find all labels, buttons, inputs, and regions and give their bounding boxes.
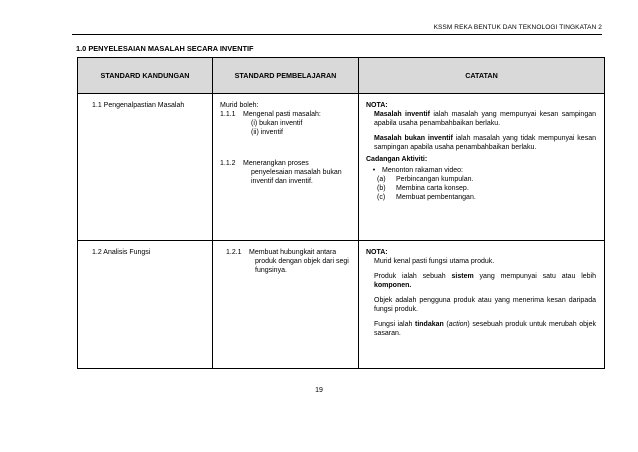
nota-paragraph: Masalah bukan inventif ialah masalah yang tidak mempunyai kesan sampingan apabila usaha penambahbaikan berlaku.	[374, 134, 596, 151]
activity-bullet: • Menonton rakaman video:	[366, 167, 596, 176]
nota-paragraph: Masalah inventif ialah masalah yang mempunyai kesan sampingan apabila usaha penambahbaikan berlaku.	[374, 110, 596, 127]
cell-catatan	[359, 241, 605, 369]
learning-item-cont: penyelesaian masalah bukan	[251, 168, 342, 176]
pembelajaran-intro: Murid boleh:	[220, 102, 259, 109]
cadangan-label: Cadangan Aktiviti:	[366, 155, 428, 163]
nota-label: NOTA:	[366, 249, 388, 256]
learning-item: 1.1.2 Menerangkan proses	[220, 159, 309, 167]
running-header: KSSM REKA BENTUK DAN TEKNOLOGI TINGKATAN 2	[433, 24, 602, 31]
nota-paragraph: Produk ialah sebuah sistem yang mempunyai satu atau lebih komponen.	[374, 272, 596, 289]
learning-subitem: (ii) inventif	[251, 128, 283, 136]
kandungan-text: 1.1 Pengenalpastian Masalah	[92, 102, 185, 109]
list-item: (a) Perbincangan kumpulan.	[377, 175, 474, 183]
list-item: (b) Membina carta konsep.	[377, 184, 469, 192]
table-row	[78, 94, 605, 241]
cell-pembelajaran	[213, 94, 359, 241]
cell-pembelajaran	[213, 241, 359, 369]
cell-kandungan	[78, 94, 213, 241]
nota-paragraph: Fungsi ialah tindakan (action) sesebuah produk untuk merubah objek sasaran.	[374, 320, 596, 337]
learning-item-cont: produk dengan objek dari segi	[255, 257, 349, 265]
header-catatan: CATATAN	[359, 58, 605, 94]
pembelajaran-content	[213, 241, 358, 276]
section-title: 1.0 PENYELESAIAN MASALAH SECARA INVENTIF	[76, 44, 254, 53]
nota-paragraph: Murid kenal pasti fungsi utama produk.	[374, 257, 495, 265]
table-row	[78, 241, 605, 369]
nota-label: NOTA:	[366, 102, 388, 109]
nota-paragraph: Objek adalah pengguna produk atau yang menerima kesan daripada fungsi produk.	[374, 296, 596, 313]
activity-list	[366, 176, 596, 203]
learning-item: 1.1.1 Mengenal pasti masalah:	[220, 110, 321, 118]
list-item: (c) Membuat pembentangan.	[377, 193, 476, 201]
pembelajaran-content	[213, 94, 358, 187]
cell-kandungan	[78, 241, 213, 369]
page-number: 19	[315, 387, 323, 394]
learning-item: 1.2.1 Membuat hubungkait antara	[226, 249, 337, 256]
cell-catatan	[359, 94, 605, 241]
curriculum-table	[77, 57, 605, 369]
catatan-content	[359, 241, 604, 339]
table-header-row	[78, 58, 605, 94]
bullet-icon: •	[372, 166, 376, 174]
catatan-content	[359, 94, 604, 203]
learning-subitem: (i) bukan inventif	[251, 119, 303, 127]
learning-item-cont: inventif dan inventif.	[251, 177, 313, 185]
header-standard-kandungan: STANDARD KANDUNGAN	[78, 58, 213, 94]
header-rule	[72, 34, 602, 35]
header-standard-pembelajaran: STANDARD PEMBELAJARAN	[213, 58, 359, 94]
kandungan-text: 1.2 Analisis Fungsi	[92, 249, 151, 256]
learning-item-cont: fungsinya.	[255, 266, 287, 274]
